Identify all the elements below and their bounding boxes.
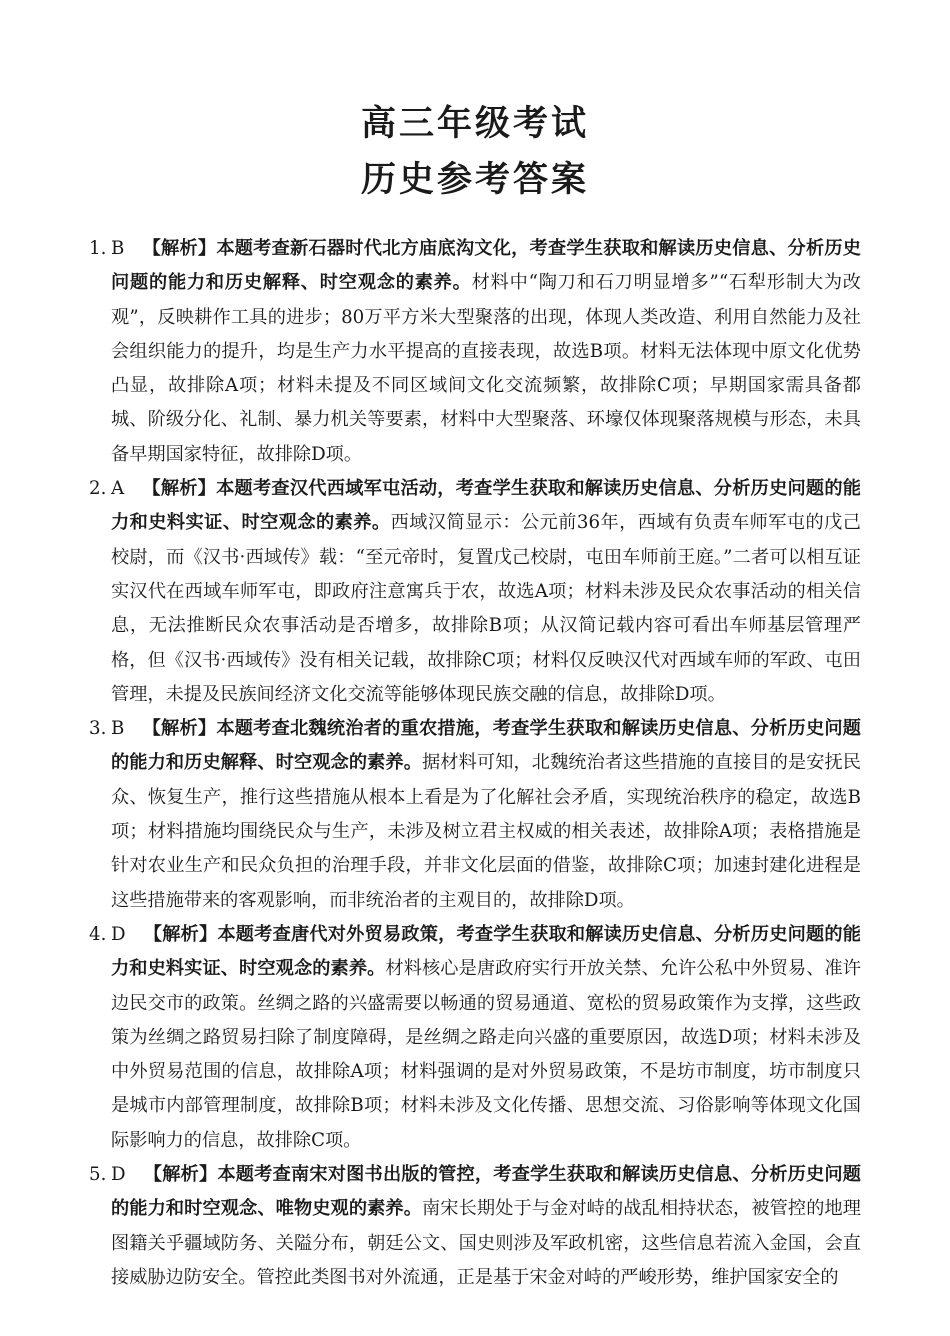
item-number: 5. bbox=[89, 1164, 107, 1186]
answer-list bbox=[89, 232, 861, 1295]
analysis-tag: 【解析】 bbox=[142, 478, 217, 500]
item-body: 材料核心是唐政府实行开放关禁、允许公私中外贸易、准许边民交市的政策。丝绸之路的兴盛需要以畅通的贸易通道、宽松的贸易政策作为支撑，这些政策为丝绸之路贸易扫除了制度障碍，是丝绸之路走向兴盛的重要原因，故选D项；材料未涉及中外贸易范围的信息，故排除A项；材料强调的是对外贸易政策，不是坊市制度，坊市制度只是城市内部管理制度，故排除B项；材料未涉及文化传播、思想交流、习俗影响等体现文化国际影响力的信息，故排除C项。 bbox=[111, 958, 861, 1151]
item-answer: D bbox=[111, 923, 126, 945]
item-summary: 本题考查北魏统治者的重农措施，考查学生获取和解读历史信息、分析历史问题的能力和历史解释、时空观念的素养。 bbox=[111, 718, 861, 774]
item-number: 4. bbox=[89, 923, 107, 945]
item-number: 3. bbox=[89, 718, 107, 740]
answer-item-2 bbox=[89, 472, 861, 712]
answer-item-5 bbox=[89, 1158, 861, 1295]
analysis-tag: 【解析】 bbox=[142, 238, 217, 259]
item-body: 西域汉简显示：公元前36年，西域有负责车师军屯的戊己校尉，而《汉书·西域传》载：“至元帝时，复置戊己校尉，屯田车师前王庭。”二者可以相互证实汉代在西域车师军屯，即政府注意寓兵于农，故选A项；材料未涉及民众农事活动的相关信息，无法推断民众农事活动是否增多，故排除B项；从汉简记载内容可看出车师基层管理严格，但《汉书·西域传》没有相关记载，故排除C项；材料仅反映汉代对西域车师的军政、屯田管理，未提及民族间经济文化交流等能够体现民族交融的信息，故排除D项。 bbox=[111, 512, 861, 705]
item-answer: B bbox=[111, 238, 125, 259]
item-number: 1. bbox=[89, 238, 107, 259]
answer-item-3 bbox=[89, 712, 861, 918]
item-body: 据材料可知，北魏统治者这些措施的直接目的是安抚民众、恢复生产，推行这些措施从根本上看是为了化解社会矛盾，实现统治秩序的稳定，故选B项；材料措施均围绕民众与生产，未涉及树立君主权威的相关表述，故排除A项；表格措施是针对农业生产和民众负担的治理手段，并非文化层面的借鉴，故排除C项；加速封建化进程是这些措施带来的客观影响，而非统治者的主观目的，故排除D项。 bbox=[111, 752, 861, 911]
item-number: 2. bbox=[89, 478, 107, 500]
item-summary: 本题考查南宋对图书出版的管控，考查学生获取和解读历史信息、分析历史问题的能力和时空观念、唯物史观的素养。 bbox=[111, 1164, 861, 1220]
answer-item-4 bbox=[89, 918, 861, 1158]
page-title: 高三年级考试 bbox=[360, 104, 589, 144]
item-summary: 本题考查新石器时代北方庙底沟文化，考查学生获取和解读历史信息、分析历史问题的能力和历史解释、时空观念的素养。 bbox=[111, 238, 861, 294]
item-summary: 本题考查汉代西域军屯活动，考查学生获取和解读历史信息、分析历史问题的能力和史料实证、时空观念的素养。 bbox=[111, 478, 861, 534]
item-body: 南宋长期处于与金对峙的战乱相持状态，被管控的地理图籍关乎疆域防务、关隘分布，朝廷公文、国史则涉及军政机密，这些信息若流入金国，会直接威胁边防安全。管控此类图书对外流通，正是基于宋金对峙的严峻形势，维护国家安全的 bbox=[111, 1198, 861, 1288]
title-block bbox=[0, 96, 950, 208]
item-summary: 本题考查唐代对外贸易政策，考查学生获取和解读历史信息、分析历史问题的能力和史料实证、时空观念的素养。 bbox=[111, 923, 861, 980]
item-body: 材料中“陶刀和石刀明显增多”“石犁形制大为改观”，反映耕作工具的进步；80万平方米大型聚落的出现，体现人类改造、利用自然能力及社会组织能力的提升，均是生产力水平提高的直接表现，故选B项。材料无法体现中原文化优势凸显，故排除A项；材料未提及不同区域间文化交流频繁，故排除C项；早期国家需具备都城、阶级分化、礼制、暴力机关等要素，材料中大型聚落、环壕仅体现聚落规模与形态，未具备早期国家特征，故排除D项。 bbox=[111, 272, 861, 465]
answer-item-1 bbox=[89, 232, 861, 472]
item-answer: D bbox=[111, 1164, 126, 1186]
analysis-tag: 【解析】 bbox=[143, 923, 218, 945]
item-answer: B bbox=[111, 718, 125, 740]
page-subtitle: 历史参考答案 bbox=[360, 160, 589, 200]
item-answer: A bbox=[111, 478, 125, 500]
analysis-tag: 【解析】 bbox=[142, 718, 217, 740]
analysis-tag: 【解析】 bbox=[143, 1164, 218, 1186]
